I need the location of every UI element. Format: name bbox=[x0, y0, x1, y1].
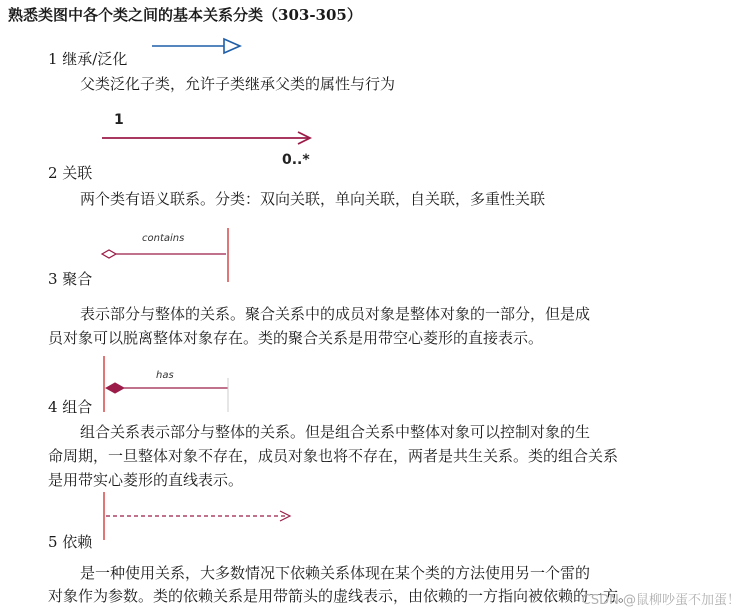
heading-dependency: 5 依赖 bbox=[48, 533, 93, 551]
composition-description-line3: 是用带实心菱形的直线表示。 bbox=[48, 471, 244, 489]
aggregation-description-line2: 员对象可以脱离整体对象存在。类的聚合关系是用带空心菱形的直接表示。 bbox=[48, 329, 544, 347]
page-title: 熟悉类图中各个类之间的基本关系分类（303-305） bbox=[8, 6, 362, 24]
heading-association: 2 关联 bbox=[48, 164, 93, 182]
association-multiplicity-start: 1 bbox=[114, 112, 124, 128]
association-multiplicity-end: 0..* bbox=[282, 152, 310, 168]
heading-inheritance: 1 继承/泛化 bbox=[48, 50, 128, 68]
watermark: CSDN @鼠柳吵蛋不加蛋！ bbox=[581, 593, 740, 608]
composition-label: has bbox=[156, 370, 174, 381]
heading-aggregation: 3 聚合 bbox=[48, 270, 93, 288]
association-description: 两个类有语义联系。分类：双向关联，单向关联，自关联，多重性关联 bbox=[80, 190, 546, 208]
aggregation-label: contains bbox=[142, 233, 185, 244]
heading-composition: 4 组合 bbox=[48, 398, 93, 416]
dependency-description-line2: 对象作为参数。类的依赖关系是用带箭头的虚线表示，由依赖的一方指向被依赖的一方。 bbox=[48, 587, 634, 605]
dependency-description-line1: 是一种使用关系，大多数情况下依赖关系体现在某个类的方法使用另一个雷的 bbox=[80, 564, 591, 582]
composition-description-line1: 组合关系表示部分与整体的关系。但是组合关系中整体对象可以控制对象的生 bbox=[80, 423, 591, 441]
aggregation-description-line1: 表示部分与整体的关系。聚合关系中的成员对象是整体对象的一部分，但是成 bbox=[80, 305, 591, 323]
association-arrow-icon bbox=[100, 110, 330, 170]
aggregation-diagram-icon bbox=[100, 226, 240, 286]
dependency-arrow-icon bbox=[98, 492, 298, 542]
composition-description-line2: 命周期，一旦整体对象不存在，成员对象也将不存在，两者是共生关系。类的组合关系 bbox=[48, 447, 619, 465]
inheritance-description: 父类泛化子类，允许子类继承父类的属性与行为 bbox=[80, 75, 396, 93]
composition-diagram-icon bbox=[100, 356, 240, 416]
inheritance-arrow-icon bbox=[150, 36, 250, 56]
